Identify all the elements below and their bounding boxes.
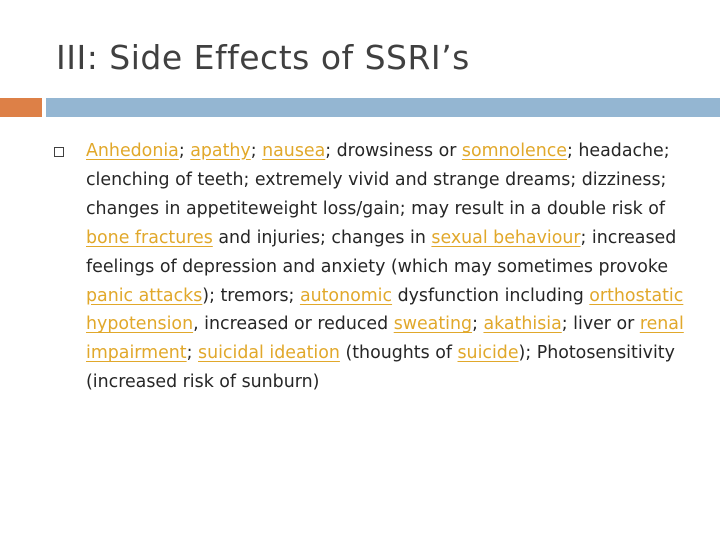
body-text-segment: ); Photosensitivity (increased risk of sunburn) (86, 343, 675, 393)
hollow-square-bullet-icon (54, 147, 64, 157)
body-text-segment: dysfunction including (392, 285, 590, 306)
body-text-segment: ; headache; clenching of teeth; extremely vivid and strange dreams; dizziness; changes in appetiteweight loss/gain; may result in a double risk of (86, 141, 670, 219)
title-rule-accent (0, 98, 42, 117)
body-text-segment: ; (250, 141, 263, 161)
hyperlink-apathy[interactable]: apathy (190, 141, 251, 161)
hyperlink-nausea[interactable]: nausea (262, 141, 326, 161)
body-text-segment: and injuries; changes in (212, 227, 432, 248)
slide-title: III: Side Effects of SSRI’s (56, 38, 470, 77)
body-text-segment: (thoughts of (339, 343, 458, 364)
hyperlink-somnolence[interactable]: somnolence (461, 141, 568, 161)
hyperlink-renal-impairment[interactable]: renal impairment (86, 314, 684, 364)
hyperlink-autonomic[interactable]: autonomic (299, 285, 393, 306)
hyperlink-akathisia[interactable]: akathisia (483, 314, 562, 335)
hyperlink-suicide[interactable]: suicide (457, 343, 519, 364)
body-text-segment: ); tremors; (202, 285, 300, 306)
hyperlink-bone-fractures[interactable]: bone fractures (86, 227, 213, 248)
hyperlink-sexual-behaviour[interactable]: sexual behaviour (431, 227, 581, 248)
body-text-segment: ; increased feelings of depression and anxiety (which may sometimes provoke (86, 227, 677, 277)
hyperlink-sweating[interactable]: sweating (393, 314, 473, 335)
body-text-segment: , increased or reduced (193, 314, 394, 335)
hyperlink-suicidal-ideation[interactable]: suicidal ideation (198, 343, 340, 364)
body-text-segment: ; drowsiness or (325, 141, 462, 161)
body-text-segment: ; liver or (561, 314, 640, 335)
hyperlink-orthostatic-hypotension[interactable]: orthostatic hypotension (86, 285, 684, 335)
bullet-body-text (86, 137, 686, 397)
hyperlink-anhedonia[interactable]: Anhedonia (86, 141, 179, 161)
body-text-segment: ; (472, 314, 484, 335)
body-text-segment: ; (178, 141, 191, 161)
title-rule-bar (46, 98, 720, 117)
body-text-segment: ; (186, 343, 199, 364)
hyperlink-panic-attacks[interactable]: panic attacks (86, 285, 203, 306)
